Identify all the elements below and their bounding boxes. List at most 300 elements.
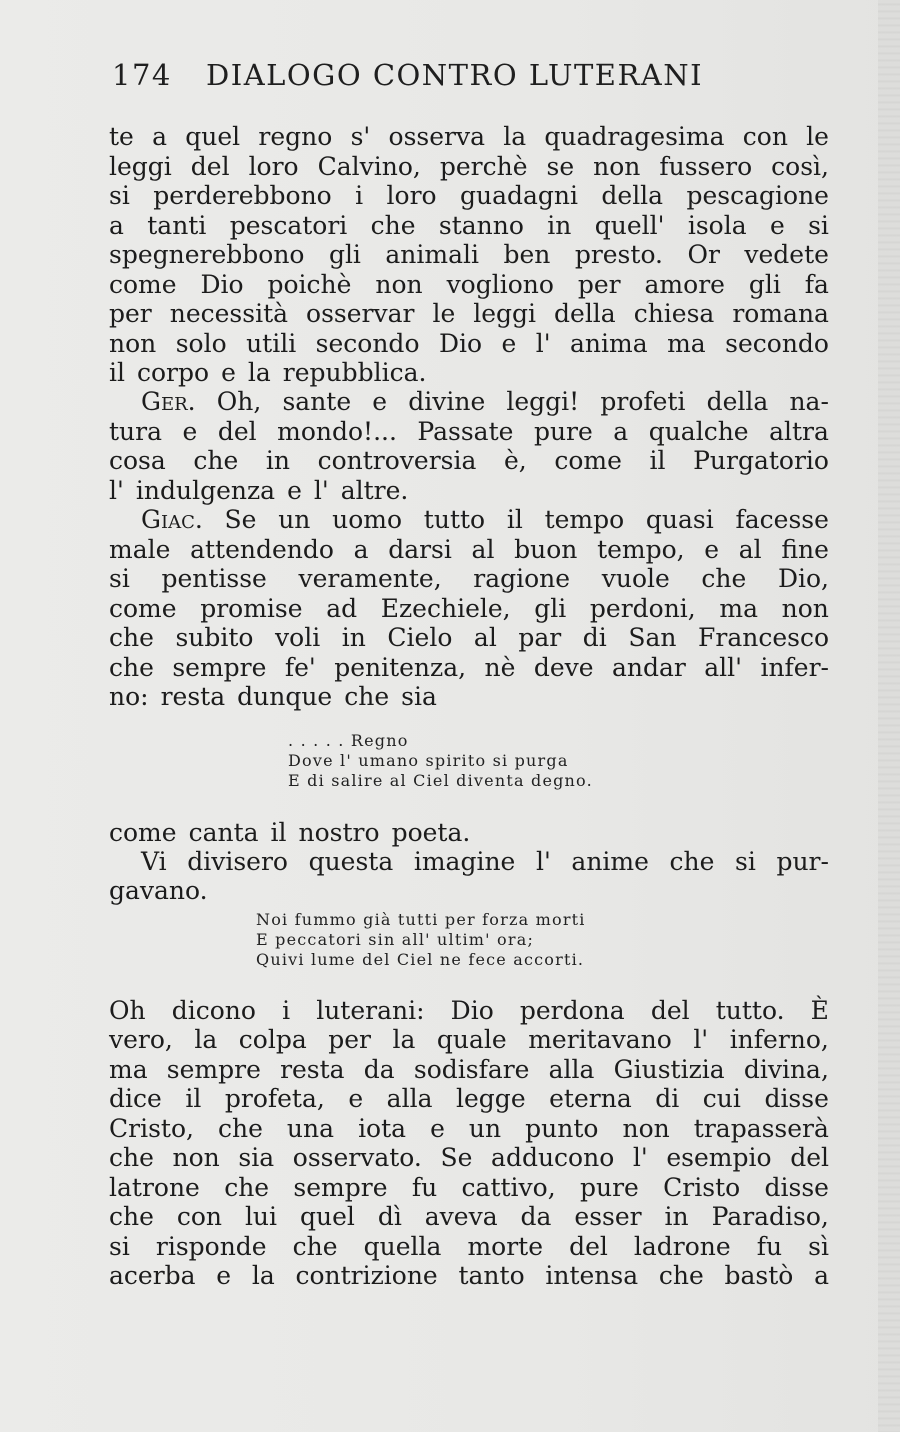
word: questa <box>308 847 394 876</box>
word: il <box>109 358 125 387</box>
word: pescatori <box>229 211 348 240</box>
word: al <box>471 535 495 564</box>
word: come <box>554 446 622 475</box>
word: del <box>190 152 230 181</box>
word: le <box>432 299 456 328</box>
word: pentisse <box>161 564 267 593</box>
word: all' <box>704 653 743 682</box>
word: come <box>109 594 177 623</box>
word: alla <box>548 1055 595 1084</box>
word: che <box>193 446 239 475</box>
word: con <box>176 1202 222 1231</box>
word: una <box>286 1114 335 1143</box>
word: fine <box>781 535 829 564</box>
word: così, <box>771 152 829 181</box>
word: altre. <box>340 476 409 505</box>
text-line <box>109 996 829 1026</box>
word: Francesco <box>698 623 829 652</box>
word: qualche <box>648 417 749 446</box>
word: vedete <box>744 240 829 269</box>
word: che <box>658 1261 704 1290</box>
word: e <box>372 387 388 416</box>
word: resta <box>280 1055 345 1084</box>
word: è, <box>504 446 527 475</box>
word: fu <box>411 1173 438 1202</box>
word: quel <box>299 1202 355 1231</box>
page-edge-shadow <box>878 0 900 1432</box>
word: e <box>348 1084 364 1113</box>
word: di <box>655 1084 680 1113</box>
word: della <box>706 387 769 416</box>
word: esempio <box>666 1143 772 1172</box>
word: nè <box>484 653 516 682</box>
word: tempo <box>544 505 625 534</box>
word: veramente, <box>298 564 442 593</box>
word: lui <box>244 1202 278 1231</box>
word: che <box>109 1143 154 1172</box>
word: eterna <box>549 1084 632 1113</box>
word: e <box>287 476 302 505</box>
word: loro <box>248 152 299 181</box>
word: nostro <box>298 818 380 847</box>
word: controversia <box>317 446 477 475</box>
word: Oh, <box>216 387 262 416</box>
word: che <box>109 653 154 682</box>
word: ladrone <box>633 1232 731 1261</box>
word: si <box>808 211 829 240</box>
text-line <box>109 240 829 270</box>
word: necessità <box>169 299 289 328</box>
word: gavano. <box>109 876 208 905</box>
running-title: DIALOGO CONTRO LUTERANI <box>206 58 704 92</box>
word: risponde <box>155 1232 267 1261</box>
word: in <box>547 211 572 240</box>
word: luterani: <box>316 996 425 1025</box>
word: pure <box>579 1173 639 1202</box>
word: osservato. <box>292 1143 422 1172</box>
running-header <box>112 58 792 98</box>
word: Dio, <box>777 564 829 593</box>
word: subito <box>175 623 254 652</box>
word: vogliono <box>446 270 554 299</box>
text-line <box>109 417 829 447</box>
word: pescagione <box>686 181 829 210</box>
word: quel <box>185 122 241 151</box>
word: no: <box>109 682 149 711</box>
word: ad <box>326 594 358 623</box>
word: poeta. <box>391 818 471 847</box>
word: tempo, <box>597 535 685 564</box>
word: da <box>520 1202 552 1231</box>
verse-line: . . . . . Regno <box>288 731 409 750</box>
word: vero, <box>109 1025 173 1054</box>
word: sia <box>238 1143 275 1172</box>
verse-line: Noi fummo già tutti per forza morti <box>256 910 586 929</box>
word: promise <box>200 594 303 623</box>
word: l' <box>313 476 329 505</box>
word: la <box>247 358 271 387</box>
word: di <box>582 623 607 652</box>
word: adducono <box>491 1143 615 1172</box>
word: con <box>742 122 788 151</box>
word: Dio <box>438 329 483 358</box>
word: dunque <box>237 682 333 711</box>
word: divisero <box>187 847 288 876</box>
speaker-label: Giac. <box>141 505 203 534</box>
word: Purgatorio <box>693 446 829 475</box>
word: perchè <box>439 152 528 181</box>
word: acerba <box>109 1261 196 1290</box>
word: non <box>781 594 829 623</box>
text-line <box>109 1055 829 1085</box>
word: Cristo, <box>109 1114 194 1143</box>
word: contrizione <box>295 1261 438 1290</box>
word: i <box>355 181 364 210</box>
word: le <box>806 122 829 151</box>
word: colpa <box>238 1025 307 1054</box>
text-line <box>109 564 829 594</box>
word: Cielo <box>387 623 453 652</box>
word: un <box>278 505 311 534</box>
word: a <box>353 535 369 564</box>
verse-line: E peccatori sin all' ultim' ora; <box>256 930 535 949</box>
word: Dio <box>450 996 494 1025</box>
word: del <box>569 1232 608 1261</box>
verse-line: Dove l' umano spirito si purga <box>288 751 569 770</box>
text-line <box>109 329 829 359</box>
word: fu <box>756 1232 783 1261</box>
word: tanti <box>147 211 207 240</box>
text-line <box>109 122 829 152</box>
word: della <box>601 181 664 210</box>
text-line <box>109 1114 829 1144</box>
word: leggi <box>109 152 172 181</box>
word: non <box>622 1114 670 1143</box>
word: sodisfare <box>413 1055 530 1084</box>
word: il <box>270 818 287 847</box>
word: ma <box>719 594 759 623</box>
word: a <box>613 417 629 446</box>
word: voli <box>275 623 321 652</box>
word: profeti <box>600 387 686 416</box>
word: trapasserà <box>693 1114 829 1143</box>
word: meritavano <box>528 1025 672 1054</box>
word: Passate <box>417 417 514 446</box>
word: fe' <box>284 653 316 682</box>
word: tanto <box>458 1261 525 1290</box>
text-line <box>109 1025 829 1055</box>
word: l' <box>109 476 124 505</box>
word: se <box>546 152 575 181</box>
text-line <box>109 358 829 388</box>
word: Se <box>224 505 257 534</box>
word: intensa <box>545 1261 639 1290</box>
word: ben <box>503 240 551 269</box>
word: sì <box>808 1232 829 1261</box>
word: che <box>292 1232 338 1261</box>
word: che <box>701 564 747 593</box>
word: si <box>109 181 130 210</box>
word: sia <box>401 682 437 711</box>
word: sante <box>282 387 352 416</box>
word: il <box>649 446 666 475</box>
word: infer- <box>760 653 829 682</box>
word: quasi <box>645 505 714 534</box>
word: fussero <box>659 152 753 181</box>
word: par <box>518 623 562 652</box>
word: Giustizia <box>613 1055 725 1084</box>
word: imagine <box>413 847 516 876</box>
text-line <box>109 211 829 241</box>
word: sempre <box>166 1055 261 1084</box>
word: alla <box>386 1084 433 1113</box>
word: per <box>328 1025 371 1054</box>
word: Or <box>687 240 720 269</box>
word: che <box>669 847 715 876</box>
word: un <box>468 1114 502 1143</box>
word: Se <box>440 1143 473 1172</box>
word: quella <box>363 1232 442 1261</box>
word: l' <box>535 329 551 358</box>
word: il <box>185 1084 202 1113</box>
word: darsi <box>388 535 452 564</box>
word: osserva <box>388 122 485 151</box>
text-line <box>109 682 829 712</box>
word: cui <box>702 1084 741 1113</box>
word: che <box>224 1173 270 1202</box>
word: non <box>172 1143 220 1172</box>
word: legge <box>456 1084 526 1113</box>
page-number: 174 <box>112 58 172 92</box>
word: divine <box>408 387 486 416</box>
word: si <box>109 564 130 593</box>
word: sempre <box>172 653 267 682</box>
word: spegnerebbono <box>109 240 305 269</box>
word: amore <box>644 270 725 299</box>
text-line <box>109 535 829 565</box>
word: repubblica. <box>282 358 427 387</box>
word: divina, <box>743 1055 829 1084</box>
word: profeta, <box>224 1084 325 1113</box>
word: da <box>363 1055 395 1084</box>
word: Ezechiele, <box>380 594 511 623</box>
word: gli <box>748 270 781 299</box>
verse-line: E di salire al Ciel diventa degno. <box>288 771 593 790</box>
word: pur- <box>776 847 829 876</box>
word: penitenza, <box>334 653 467 682</box>
word: corpo <box>137 358 210 387</box>
word: la <box>194 1025 218 1054</box>
word: che <box>217 1114 263 1143</box>
text-line <box>109 446 829 476</box>
word: della <box>554 299 616 328</box>
word: stanno <box>438 211 524 240</box>
word: anime <box>571 847 649 876</box>
text-line <box>109 1173 829 1203</box>
word: utili <box>246 329 297 358</box>
word: come <box>109 270 177 299</box>
word: aveva <box>424 1202 498 1231</box>
word: il <box>506 505 523 534</box>
word: si <box>735 847 756 876</box>
text-line <box>109 623 829 653</box>
word: San <box>628 623 677 652</box>
verse-line: Quivi lume del Ciel ne fece accorti. <box>256 950 585 969</box>
word: l' <box>632 1143 648 1172</box>
word: vuole <box>601 564 670 593</box>
word: bastò <box>724 1261 794 1290</box>
word: morte <box>467 1232 544 1261</box>
word: cattivo, <box>461 1173 556 1202</box>
word: Oh <box>109 996 146 1025</box>
word: fa <box>804 270 829 299</box>
text-line <box>109 152 829 182</box>
word: na- <box>789 387 829 416</box>
word: non <box>109 329 157 358</box>
word: punto <box>525 1114 599 1143</box>
word: mondo!... <box>277 417 397 446</box>
word: quale <box>436 1025 507 1054</box>
word: in <box>664 1202 689 1231</box>
word: quadragesima <box>544 122 725 151</box>
word: s' <box>350 122 371 151</box>
word: iota <box>358 1114 407 1143</box>
word: pure <box>533 417 593 446</box>
word: tura <box>109 417 163 446</box>
word: non <box>375 270 423 299</box>
word: cosa <box>109 446 166 475</box>
word: e <box>769 211 785 240</box>
word: che <box>344 682 390 711</box>
word: te <box>109 122 134 151</box>
word: buon <box>514 535 578 564</box>
word: tutto. <box>715 996 785 1025</box>
word: quell' <box>594 211 665 240</box>
word: andar <box>611 653 686 682</box>
word: e <box>221 358 236 387</box>
word: dice <box>109 1084 162 1113</box>
word: romana <box>732 299 829 328</box>
word: canta <box>188 818 259 847</box>
word: del <box>650 996 690 1025</box>
word: esser <box>574 1202 642 1231</box>
word: per <box>577 270 621 299</box>
word: sempre <box>293 1173 388 1202</box>
word: facesse <box>735 505 829 534</box>
text-line <box>109 1143 829 1173</box>
word: e <box>182 417 198 446</box>
word: regno <box>258 122 333 151</box>
word: i <box>282 996 291 1025</box>
word: loro <box>386 181 437 210</box>
word: solo <box>175 329 227 358</box>
word: che <box>109 1202 154 1231</box>
word: disse <box>764 1084 829 1113</box>
word: che <box>370 211 416 240</box>
word: secondo <box>725 329 829 358</box>
word: la <box>392 1025 416 1054</box>
word: la <box>503 122 527 151</box>
word: leggi <box>473 299 537 328</box>
word: È <box>810 996 829 1025</box>
word: ma <box>667 329 706 358</box>
word: poichè <box>267 270 352 299</box>
word: gli <box>534 594 567 623</box>
word: perdoni, <box>589 594 696 623</box>
word: chiesa <box>633 299 715 328</box>
word: attendendo <box>190 535 334 564</box>
speech-giac-first-line <box>109 505 829 535</box>
word: a <box>814 1261 829 1290</box>
word: in <box>341 623 366 652</box>
word: guadagni <box>459 181 578 210</box>
speaker-label: Ger. <box>141 387 196 416</box>
word: a <box>152 122 167 151</box>
word: Cristo <box>663 1173 741 1202</box>
word: ragione <box>473 564 571 593</box>
text-line <box>109 594 829 624</box>
word: leggi! <box>506 387 580 416</box>
word: e <box>501 329 517 358</box>
word: presto. <box>574 240 663 269</box>
word: dì <box>377 1202 402 1231</box>
word: latrone <box>109 1173 200 1202</box>
text-line <box>109 876 829 906</box>
word: gli <box>328 240 361 269</box>
word: uomo <box>332 505 403 534</box>
word: disse <box>764 1173 829 1202</box>
word: al <box>738 535 762 564</box>
word: in <box>265 446 290 475</box>
word: al <box>473 623 497 652</box>
word: inferno, <box>729 1025 829 1054</box>
text-line <box>109 299 829 329</box>
word: isola <box>687 211 747 240</box>
word: animali <box>385 240 479 269</box>
word: e <box>216 1261 232 1290</box>
word: Vi <box>141 847 167 876</box>
word: e <box>430 1114 445 1143</box>
word: indulgenza <box>135 476 276 505</box>
word: Dio <box>200 270 244 299</box>
word: male <box>109 535 171 564</box>
text-line <box>109 1261 829 1291</box>
word: l' <box>535 847 551 876</box>
word: non <box>593 152 641 181</box>
word: la <box>251 1261 275 1290</box>
word: dicono <box>171 996 256 1025</box>
text-line <box>109 181 829 211</box>
word: tutto <box>423 505 486 534</box>
word: per <box>109 299 152 328</box>
word: altra <box>769 417 829 446</box>
text-line <box>109 1232 829 1262</box>
text-line <box>109 476 829 506</box>
word: anima <box>570 329 648 358</box>
text-line <box>109 653 829 683</box>
word: deve <box>533 653 594 682</box>
word: a <box>109 211 124 240</box>
text-line <box>109 818 829 848</box>
word: resta <box>160 682 226 711</box>
word: osservar <box>306 299 415 328</box>
speech-ger-first-line <box>109 387 829 417</box>
text-line <box>109 270 829 300</box>
word: secondo <box>315 329 420 358</box>
word: che <box>109 623 154 652</box>
word: si <box>109 1232 130 1261</box>
word: perdona <box>519 996 625 1025</box>
